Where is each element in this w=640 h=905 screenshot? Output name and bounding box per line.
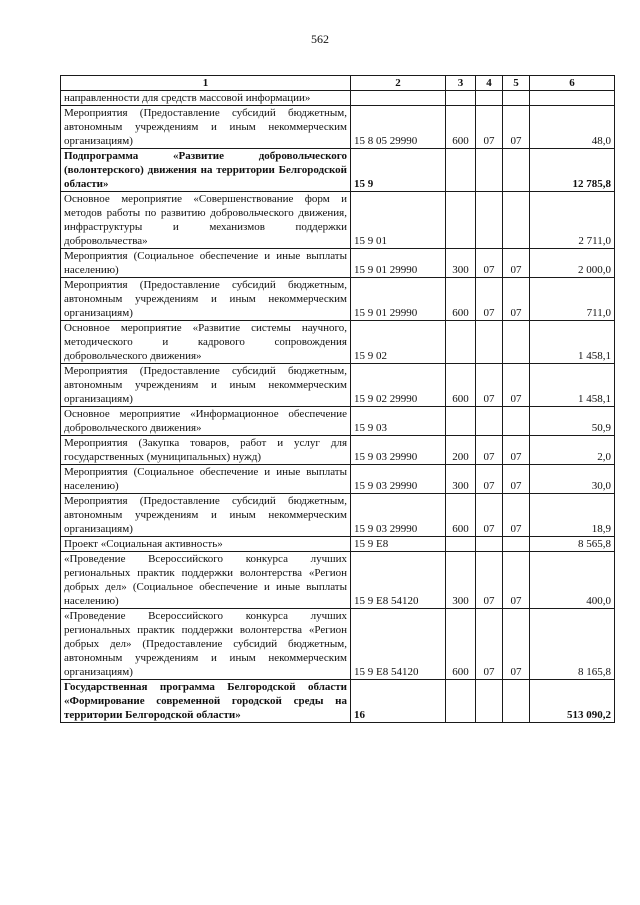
row-column3-cell: 200	[446, 436, 476, 465]
row-name-cell: Подпрограмма «Развитие добровольческого (волонтерского) движения на территории Белгородской области»	[61, 149, 351, 192]
row-sum-cell: 2 711,0	[530, 192, 615, 249]
table-row	[61, 407, 615, 436]
row-column3-cell: 300	[446, 552, 476, 609]
row-sum-cell: 1 458,1	[530, 321, 615, 364]
row-code-cell: 15 9 03 29990	[351, 465, 446, 494]
row-column4-cell: 07	[476, 278, 503, 321]
table-row	[61, 91, 615, 106]
row-sum-cell: 513 090,2	[530, 680, 615, 723]
row-column3-cell: 300	[446, 249, 476, 278]
row-sum-cell: 8 165,8	[530, 609, 615, 680]
column-header: 6	[530, 76, 615, 91]
row-name-cell: Мероприятия (Предоставление субсидий бюджетным, автономным учреждениям и иным некоммерческим организациям)	[61, 106, 351, 149]
row-column4-cell: 07	[476, 364, 503, 407]
row-column4-cell	[476, 91, 503, 106]
row-sum-cell: 2 000,0	[530, 249, 615, 278]
table-row	[61, 321, 615, 364]
row-name-cell: Основное мероприятие «Развитие системы научного, методического и кадрового сопровождения добровольческого движения»	[61, 321, 351, 364]
row-column4-cell	[476, 192, 503, 249]
column-header: 2	[351, 76, 446, 91]
row-name-cell: Мероприятия (Предоставление субсидий бюджетным, автономным учреждениям и иным некоммерческим организациям)	[61, 364, 351, 407]
row-column4-cell: 07	[476, 552, 503, 609]
table-row	[61, 106, 615, 149]
row-column4-cell: 07	[476, 249, 503, 278]
row-column5-cell	[503, 537, 530, 552]
row-column4-cell	[476, 537, 503, 552]
row-name-cell: Проект «Социальная активность»	[61, 537, 351, 552]
row-name-cell: Мероприятия (Социальное обеспечение и иные выплаты населению)	[61, 249, 351, 278]
row-sum-cell	[530, 91, 615, 106]
row-column4-cell: 07	[476, 465, 503, 494]
column-header: 5	[503, 76, 530, 91]
row-column3-cell	[446, 680, 476, 723]
table-row	[61, 552, 615, 609]
row-column4-cell: 07	[476, 494, 503, 537]
row-column3-cell	[446, 537, 476, 552]
row-column3-cell: 600	[446, 494, 476, 537]
row-sum-cell: 2,0	[530, 436, 615, 465]
row-column4-cell	[476, 680, 503, 723]
row-sum-cell: 30,0	[530, 465, 615, 494]
row-code-cell: 15 9 E8	[351, 537, 446, 552]
row-column4-cell	[476, 321, 503, 364]
row-name-cell: Основное мероприятие «Информационное обеспечение добровольческого движения»	[61, 407, 351, 436]
row-column4-cell: 07	[476, 609, 503, 680]
row-code-cell: 15 9 03 29990	[351, 494, 446, 537]
row-column4-cell: 07	[476, 436, 503, 465]
row-column4-cell	[476, 407, 503, 436]
row-sum-cell: 8 565,8	[530, 537, 615, 552]
row-code-cell: 15 9 03 29990	[351, 436, 446, 465]
row-name-cell: Основное мероприятие «Совершенствование форм и методов работы по развитию добровольческого движения, инфраструктуры и механизмов поддержки добровольчества»	[61, 192, 351, 249]
row-column3-cell	[446, 321, 476, 364]
table-row	[61, 436, 615, 465]
row-name-cell: «Проведение Всероссийского конкурса лучших региональных практик поддержки волонтерства «Регион добрых дел» (Социальное обеспечение и иные выплаты населению)	[61, 552, 351, 609]
row-name-cell: направленности для средств массовой информации»	[61, 91, 351, 106]
row-column5-cell: 07	[503, 364, 530, 407]
row-column5-cell: 07	[503, 278, 530, 321]
row-column5-cell	[503, 192, 530, 249]
row-code-cell: 15 9 03	[351, 407, 446, 436]
row-column5-cell: 07	[503, 609, 530, 680]
table-row	[61, 465, 615, 494]
row-sum-cell: 12 785,8	[530, 149, 615, 192]
row-column5-cell	[503, 149, 530, 192]
row-code-cell: 15 9 01	[351, 192, 446, 249]
row-name-cell: Государственная программа Белгородской области «Формирование современной городской среды на территории Белгородской области»	[61, 680, 351, 723]
row-name-cell: Мероприятия (Предоставление субсидий бюджетным, автономным учреждениям и иным некоммерческим организациям)	[61, 278, 351, 321]
row-column3-cell: 600	[446, 106, 476, 149]
row-sum-cell: 711,0	[530, 278, 615, 321]
row-code-cell: 15 9 E8 54120	[351, 609, 446, 680]
row-code-cell: 15 9 E8 54120	[351, 552, 446, 609]
row-column5-cell: 07	[503, 494, 530, 537]
table-row	[61, 249, 615, 278]
column-header: 3	[446, 76, 476, 91]
row-column3-cell: 300	[446, 465, 476, 494]
page-number: 562	[311, 32, 329, 46]
row-code-cell: 15 9	[351, 149, 446, 192]
row-code-cell: 16	[351, 680, 446, 723]
row-column5-cell	[503, 321, 530, 364]
column-header: 4	[476, 76, 503, 91]
table-row	[61, 537, 615, 552]
row-column5-cell: 07	[503, 249, 530, 278]
row-column3-cell	[446, 192, 476, 249]
row-sum-cell: 18,9	[530, 494, 615, 537]
table-row	[61, 278, 615, 321]
row-column5-cell	[503, 91, 530, 106]
row-name-cell: Мероприятия (Закупка товаров, работ и услуг для государственных (муниципальных) нужд)	[61, 436, 351, 465]
column-header: 1	[61, 76, 351, 91]
row-column5-cell	[503, 680, 530, 723]
table-row	[61, 680, 615, 723]
table-row	[61, 609, 615, 680]
row-sum-cell: 400,0	[530, 552, 615, 609]
table-row	[61, 149, 615, 192]
row-column5-cell: 07	[503, 552, 530, 609]
row-name-cell: «Проведение Всероссийского конкурса лучших региональных практик поддержки волонтерства «Регион добрых дел» (Предоставление субсидий бюджетным, автономным учреждениям и иным некоммерческим организациям)	[61, 609, 351, 680]
row-code-cell: 15 9 02	[351, 321, 446, 364]
table-row	[61, 494, 615, 537]
row-column5-cell: 07	[503, 436, 530, 465]
row-code-cell: 15 9 01 29990	[351, 278, 446, 321]
row-sum-cell: 1 458,1	[530, 364, 615, 407]
row-sum-cell: 50,9	[530, 407, 615, 436]
table-header-row	[61, 76, 615, 91]
row-code-cell: 15 9 01 29990	[351, 249, 446, 278]
row-code-cell: 15 8 05 29990	[351, 106, 446, 149]
budget-table	[60, 75, 615, 723]
table-body	[61, 91, 615, 723]
table-row	[61, 192, 615, 249]
row-sum-cell: 48,0	[530, 106, 615, 149]
row-column3-cell: 600	[446, 278, 476, 321]
row-column5-cell	[503, 407, 530, 436]
row-name-cell: Мероприятия (Социальное обеспечение и иные выплаты населению)	[61, 465, 351, 494]
row-column3-cell	[446, 149, 476, 192]
row-column3-cell	[446, 91, 476, 106]
row-code-cell: 15 9 02 29990	[351, 364, 446, 407]
table-row	[61, 364, 615, 407]
row-code-cell	[351, 91, 446, 106]
row-column4-cell: 07	[476, 106, 503, 149]
row-column4-cell	[476, 149, 503, 192]
row-column5-cell: 07	[503, 106, 530, 149]
row-column3-cell	[446, 407, 476, 436]
row-column3-cell: 600	[446, 609, 476, 680]
row-column5-cell: 07	[503, 465, 530, 494]
row-name-cell: Мероприятия (Предоставление субсидий бюджетным, автономным учреждениям и иным некоммерческим организациям)	[61, 494, 351, 537]
row-column3-cell: 600	[446, 364, 476, 407]
